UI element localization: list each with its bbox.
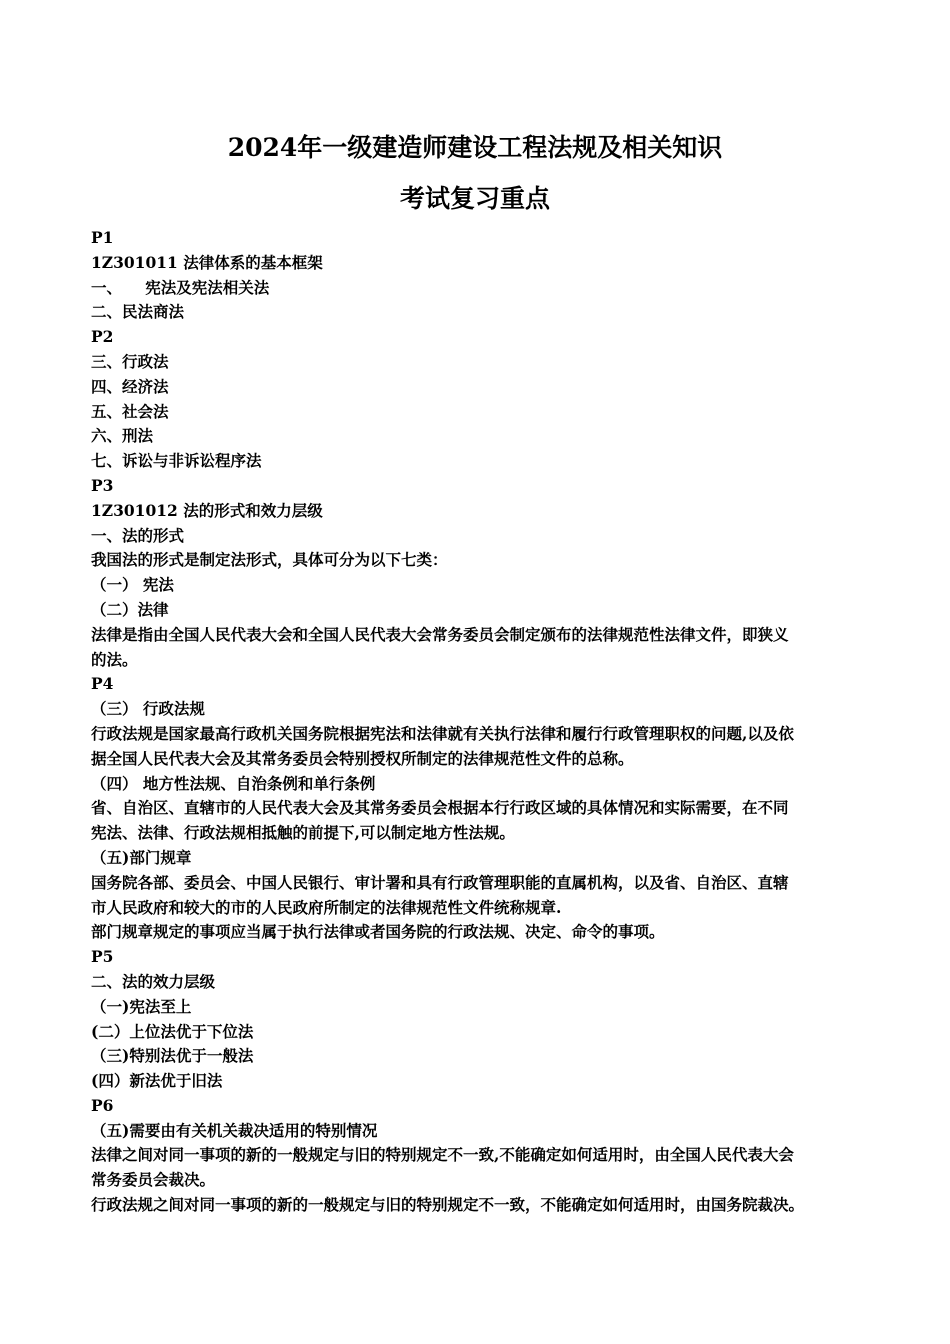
list-item: （五)需要由有关机关裁决适用的特别情况 xyxy=(91,1120,378,1140)
paragraph-line: 常务委员会裁决。 xyxy=(91,1170,216,1190)
document-title: 2024年一级建造师建设工程法规及相关知识 xyxy=(227,133,723,162)
subsection-heading: 二、法的效力层级 xyxy=(91,971,216,991)
paragraph-line: 市人民政府和较大的市的人民政府所制定的法律规范性文件统称规章. xyxy=(91,897,562,917)
list-item: 三、行政法 xyxy=(91,351,169,371)
page-marker: P3 xyxy=(91,475,114,495)
list-item: 七、诉讼与非诉讼程序法 xyxy=(91,451,262,471)
page-marker: P5 xyxy=(91,947,114,967)
document-subtitle: 考试复习重点 xyxy=(399,184,550,213)
subsection-heading: 一、法的形式 xyxy=(91,525,185,545)
paragraph-line: 行政法规之间对同一事项的新的一般规定与旧的特别规定不一致，不能确定如何适用时，由国务院裁决。 xyxy=(91,1195,805,1215)
paragraph-line: 据全国人民代表大会及其常务委员会特别授权所制定的法律规范性文件的总称。 xyxy=(91,748,634,768)
list-item: （五)部门规章 xyxy=(91,847,192,867)
paragraph-line: 国务院各部、委员会、中国人民银行、审计署和具有行政管理职能的直属机构，以及省、自治区、直辖 xyxy=(91,872,789,892)
list-item: 五、社会法 xyxy=(91,401,169,421)
list-item: （四） 地方性法规、自治条例和单行条例 xyxy=(91,773,376,793)
list-item: 六、刑法 xyxy=(91,426,154,446)
paragraph-line: 行政法规是国家最高行政机关国务院根据宪法和法律就有关执行法律和履行行政管理职权的问题,以及依 xyxy=(91,723,794,743)
list-item: (二）上位法优于下位法 xyxy=(91,1021,254,1041)
list-item: （二）法律 xyxy=(91,599,169,619)
section-heading: 1Z301012 法的形式和效力层级 xyxy=(91,500,323,520)
list-item: (四）新法优于旧法 xyxy=(91,1071,223,1091)
paragraph-line: 宪法、法律、行政法规相抵触的前提下,可以制定地方性法规。 xyxy=(91,823,515,843)
document-body xyxy=(91,226,861,1218)
list-item: 一、 宪法及宪法相关法 xyxy=(91,277,270,297)
page-marker: P2 xyxy=(91,327,114,347)
page-marker: P4 xyxy=(91,674,114,694)
page-marker: P1 xyxy=(91,228,114,247)
paragraph-line: 我国法的形式是制定法形式，具体可分为以下七类： xyxy=(91,550,448,570)
list-item: 四、经济法 xyxy=(91,376,169,396)
paragraph-line: 法律是指由全国人民代表大会和全国人民代表大会常务委员会制定颁布的法律规范性法律文件，即狭义 xyxy=(91,624,789,644)
list-item: （三)特别法优于一般法 xyxy=(91,1046,254,1066)
list-item: （一） 宪法 xyxy=(91,575,174,595)
page-marker: P6 xyxy=(91,1095,114,1115)
list-item: （一)宪法至上 xyxy=(91,996,192,1016)
paragraph-line: 省、自治区、直辖市的人民代表大会及其常务委员会根据本行行政区域的具体情况和实际需要，在不同 xyxy=(91,798,789,818)
list-item: （三） 行政法规 xyxy=(91,699,205,719)
paragraph-line: 部门规章规定的事项应当属于执行法律或者国务院的行政法规、决定、命令的事项。 xyxy=(91,922,665,942)
paragraph-line: 法律之间对同一事项的新的一般规定与旧的特别规定不一致,不能确定如何适用时，由全国人民代表大会 xyxy=(91,1145,794,1165)
paragraph-line: 的法。 xyxy=(91,649,138,669)
list-item: 二、民法商法 xyxy=(91,302,185,322)
section-heading: 1Z301011 法律体系的基本框架 xyxy=(91,252,323,272)
